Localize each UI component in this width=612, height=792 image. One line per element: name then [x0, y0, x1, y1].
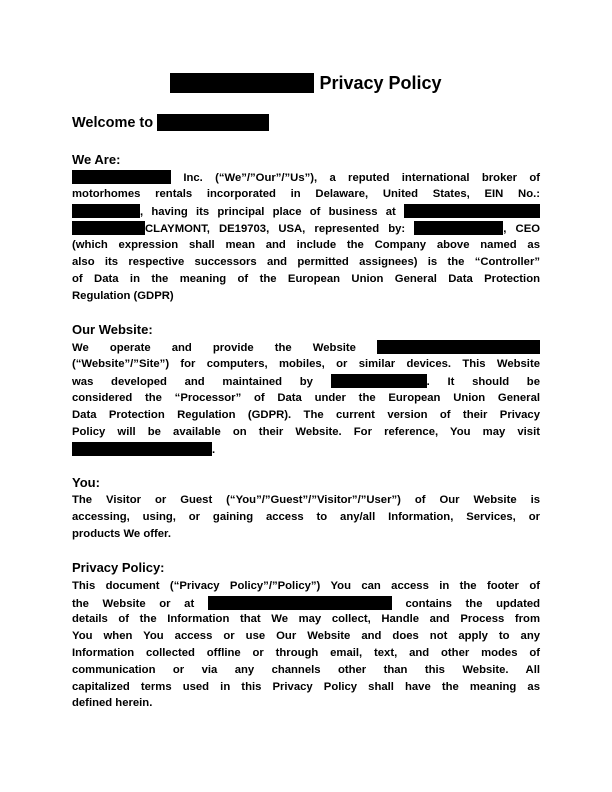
text-line: [72, 391, 540, 405]
text-line: [72, 340, 540, 354]
redaction: [72, 221, 145, 235]
text-segment: The Visitor or Guest (“You”/”Guest”/”Visitor”/”User”) of Our Website is: [72, 494, 540, 506]
text-line: [72, 612, 540, 626]
text-segment: Policy will be available on their Website. For reference, You may visit: [72, 426, 540, 438]
text-segment: details of the Information that We may collect, Handle and Process from: [72, 613, 540, 625]
redaction: [208, 596, 392, 610]
text-segment: , CEO: [503, 223, 541, 235]
text-segment: This document (“Privacy Policy”/”Policy”) You can access in the footer of: [72, 580, 540, 592]
text-segment: communication or via any channels other than this Website. All: [72, 664, 540, 676]
text-segment: , having its principal place of business at: [140, 206, 396, 218]
section-heading: We Are:: [72, 152, 121, 167]
text-segment: of Data in the meaning of the European Union General Data Protection: [72, 273, 540, 285]
redaction: [404, 204, 540, 218]
section-heading: You:: [72, 475, 100, 490]
redaction: [72, 170, 171, 184]
text-segment: also its respective successors and permitted assignees) is the “Controller”: [72, 256, 540, 268]
redaction: [414, 221, 503, 235]
text-line: [72, 425, 540, 439]
text-line: [72, 579, 540, 593]
text-line: [72, 527, 540, 541]
welcome-heading: [72, 114, 269, 131]
text-segment: Regulation (GDPR): [72, 290, 174, 302]
text-segment: You when You access or use Our Website and does not apply to any: [72, 630, 540, 642]
text-segment: considered the “Processor” of Data under the European Union General: [72, 392, 540, 404]
text-line: [72, 493, 540, 507]
text-line: [72, 289, 540, 303]
text-segment: CLAYMONT, DE19703, USA, represented by:: [145, 223, 406, 235]
text-segment: . It should be: [426, 376, 540, 388]
text-line: [72, 221, 540, 235]
text-segment: We operate and provide the Website: [72, 342, 356, 354]
section-heading: Our Website:: [72, 322, 153, 337]
text-segment: Data Protection Regulation (GDPR). The current version of their Privacy: [72, 409, 540, 421]
redaction: [377, 340, 540, 354]
text-line: [72, 238, 540, 252]
text-segment: .: [212, 444, 216, 456]
text-line: [72, 442, 540, 456]
text-line: [72, 696, 540, 710]
text-segment: (which expression shall mean and include the Company above named as: [72, 239, 540, 251]
text-line: [72, 510, 540, 524]
text-segment: capitalized terms used in this Privacy Policy shall have the meaning as: [72, 681, 540, 693]
section-heading: Privacy Policy:: [72, 560, 165, 575]
text-segment: contains the updated: [405, 598, 541, 610]
text-line: [72, 255, 540, 269]
text-line: [72, 680, 540, 694]
text-segment: was developed and maintained by: [72, 376, 313, 388]
redaction: [72, 442, 212, 456]
text-segment: defined herein.: [72, 697, 153, 709]
text-segment: Information collected offline or through email, text, and other modes of: [72, 647, 540, 659]
page-title: [0, 72, 612, 94]
text-segment: Inc. (“We”/”Our”/”Us”), a reputed international broker of: [183, 172, 540, 184]
text-line: [72, 646, 540, 660]
text-line: [72, 596, 540, 610]
redaction: [72, 204, 140, 218]
text-line: [72, 204, 540, 218]
text-line: [72, 170, 540, 184]
text-segment: motorhomes rentals incorporated in Delaware, United States, EIN No.:: [72, 188, 540, 200]
text-segment: accessing, using, or gaining access to any/all Information, Services, or: [72, 511, 540, 523]
text-line: [72, 374, 540, 388]
redaction: [157, 114, 269, 131]
text-line: [72, 629, 540, 643]
text-line: [72, 272, 540, 286]
text-segment: the Website or at: [72, 598, 195, 610]
text-segment: (“Website”/”Site”) for computers, mobiles, or similar devices. This Website: [72, 358, 540, 370]
text-segment: products We offer.: [72, 528, 171, 540]
welcome-text: Welcome to: [72, 115, 154, 131]
text-line: [72, 357, 540, 371]
text-line: [72, 663, 540, 677]
title-text: Privacy Policy: [319, 73, 442, 93]
text-line: [72, 408, 540, 422]
redaction: [170, 73, 314, 93]
redaction: [331, 374, 427, 388]
text-line: [72, 187, 540, 201]
